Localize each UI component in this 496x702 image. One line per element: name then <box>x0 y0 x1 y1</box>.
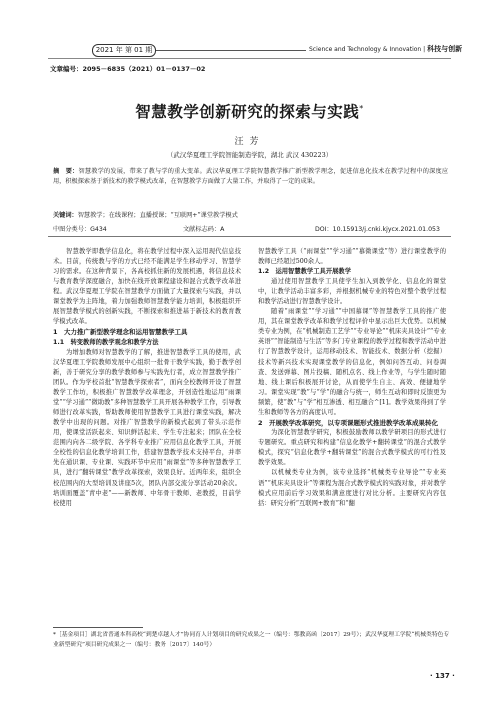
paper-title <box>48 100 451 122</box>
journal-name-cn: 科技与创新 <box>427 45 463 53</box>
author: 汪芳 <box>234 137 265 147</box>
paragraph-1-2a: 通过使用智慧教学工具使学生加入到教学化、信息化的课堂中，让教学活动丰富多彩，并根据机械专业的特色对整个教学过程和教学活动进行智慧教学设计。 <box>258 278 446 306</box>
header-line <box>48 58 451 59</box>
article-number: 文章编号：2095－6835（2021）01－0137－02 <box>50 65 206 73</box>
footnote-rule <box>53 627 143 628</box>
left-column <box>53 247 241 509</box>
subsection-heading-1-1: 1.1 转变教师的教学观念和教学方法 <box>53 338 159 346</box>
intro-paragraph: 智慧教学即教学信息化，将在教学过程中深入运用现代信息技术。目前，传统教与学的方式已经不能满足学生移动学习、智慧学习的需求。在这种背景下，各高校抓住新的发展机遇，将信息技术与教育教学深度融合，加快在线开放课程建设和混合式教学改革进程。武汉华夏理工学院在智慧教学方面做了大量探索与实践，并以课堂教学为主阵地，着力加强教师智慧教学能力培训，积极组织开展智慧教学模式的创新实践，不断探索和推进基于新技术的教育教学模式改革。 <box>53 248 241 326</box>
abstract-label: 摘 要： <box>53 168 79 175</box>
paragraph-2b: 以机械类专业为例，该专业选择“机械类专业导论”“专业英语”“机床夹具设计”等课程为混合式教学模式的实践对象，并对教学模式应用前后学习效果和满意度进行对比分析。主要研究内容包括：研究分析“互联网+教育”和“翻 <box>258 469 446 507</box>
section-heading-1: 1 大力推广新型教学理念和运用智慧教学工具 <box>53 328 188 337</box>
journal-separator: | <box>423 46 428 53</box>
paragraph-1-1: 为增加教师对智慧教学的了解，推进智慧教学工具的使用，武汉华夏理工学院教师发展中心组织一批骨干教学实践，勤于教学创新，善于研究分享的教学教师参与实践先行者，成立智慧教学推广团队。作为学校首批“智慧教学探索者”，面向全校教师开设了智慧教学工作坊，积极推广智慧教学改革理念，开创造性地运用“雨课堂”“学习通”“微助教”多种智慧教学工具开展各种教学工作，引导教师进行改革实践，帮助教师使用智慧教学工具进行课堂实践，解决教学中出现的问题。对推广智慧教学的新模式起到了带头示范作用，使课堂活跃起来、知识鲜活起来、学生专注起来；团队在全校范围内向各二级学院、各学科专业推广应用信息化教学工具，开展全校性的信息化教学培训工作，搭建智慧教学技术支持平台，并率先在通识课、专业课、实践环节中应用“雨课堂”等多种智慧教学工具，进行“翻转课堂”教学改革探索，效果良好。近两年来，组织全校范围内的大型培训及讲座5次，团队内部交流分享活动20余次。培训面覆盖“青中老”——新教师、中年骨干教师、老教授，目前学校使用 <box>53 348 241 507</box>
abstract-separator <box>48 236 451 237</box>
right-column <box>258 247 446 509</box>
paragraph-2a: 为深化智慧教学研究，积极鼓励教师以教学研项目的形式进行专题研究。重点研究和构建“信息化教学+翻转课堂”的混合式教学模式，探究“信息化教学+翻转课堂”的混合式教学模式的可行性及教学效果。 <box>258 429 446 467</box>
abstract-text: 智慧教学的发展，带来了教与学的重大变革。武汉华夏理工学院智慧教学推广新型教学理念，促进信息化技术在教学过程中的深度应用，积极探索基于新技术的教学模式改革，在智慧教学方面做了大量工作，并取得了一定的成果。 <box>53 168 449 185</box>
title-footnote-mark: * <box>359 103 364 113</box>
keywords-text: 智慧教学；在线课程；直播授课；“互联网+”课堂教学模式 <box>77 212 238 219</box>
affiliation: （武汉华夏理工学院智能制造学院，湖北 武汉 430223） <box>166 151 333 159</box>
funding-footnote: *［基金项目］湖北省普通本科高校“到楚卓越人才”协同育人计划项目的研究成果之一（编号：鄂教高函〔2017〕29号）；武汉华夏理工学院“机械类特色专业新型研究”项目研究成果之一（编号：教务〔2017〕140号） <box>53 632 450 648</box>
journal-name-en: Science and Technology & Innovation <box>309 46 422 53</box>
keywords <box>53 210 448 219</box>
section-heading-2: 2 开展教学改革研究，以专项课题形式推进教学改革成果转化 <box>258 418 439 427</box>
continued-paragraph: 智慧教学工具（“雨课堂”“学习通”“慕微课堂”等）进行课堂教学的教师已经超过500余人。 <box>258 248 446 266</box>
issue-badge: 2021 年 第 01 期 <box>92 44 156 57</box>
paragraph-1-2b: 随着“雨课堂”“学习通”“中国慕课”等智慧教学工具的推广使用，其在课堂教学改革和教学过程评价中显示出巨大优势。以机械类专业为例，在“机械制造工艺学”“专业导论”“机床夹具设计”“专业英语”“智能制造与生活”等多门专业课程的教学过程和教学活动中进行了智慧教学设计，运用移动技术、智能技术、数据分析（挖掘）技术等新兴技术实现课堂教学的信息化，例如问答互动、问卷调查、发送弹幕、图片投稿、随机点名、线上作业等，与学生随时随地、线上课后积极展开讨论，从而使学生自主、高效、便捷地学习。课堂实现“教”与“学”的融合与统一，师生互动和即时反馈更为频繁，使“教”与“学”相互渗透、相互融合^[1]。教学效果得到了学生和教师等各方的高度认可。 <box>258 308 446 416</box>
keywords-label: 关键词： <box>53 212 78 219</box>
header-rule <box>156 50 306 51</box>
journal-name <box>309 44 462 55</box>
abstract <box>53 167 448 187</box>
document-code: 文献标志码：A <box>183 226 225 233</box>
doi: DOI：10.15913/j.cnki.kjycx.2021.01.053 <box>315 226 440 233</box>
page-number: · 137 · <box>430 672 455 680</box>
class-number: 中图分类号：G434 <box>53 226 107 233</box>
title-text: 智慧教学创新研究的探索与实践 <box>135 103 360 121</box>
subsection-heading-1-2: 1.2 运用智慧教学工具开展教学 <box>258 268 352 276</box>
